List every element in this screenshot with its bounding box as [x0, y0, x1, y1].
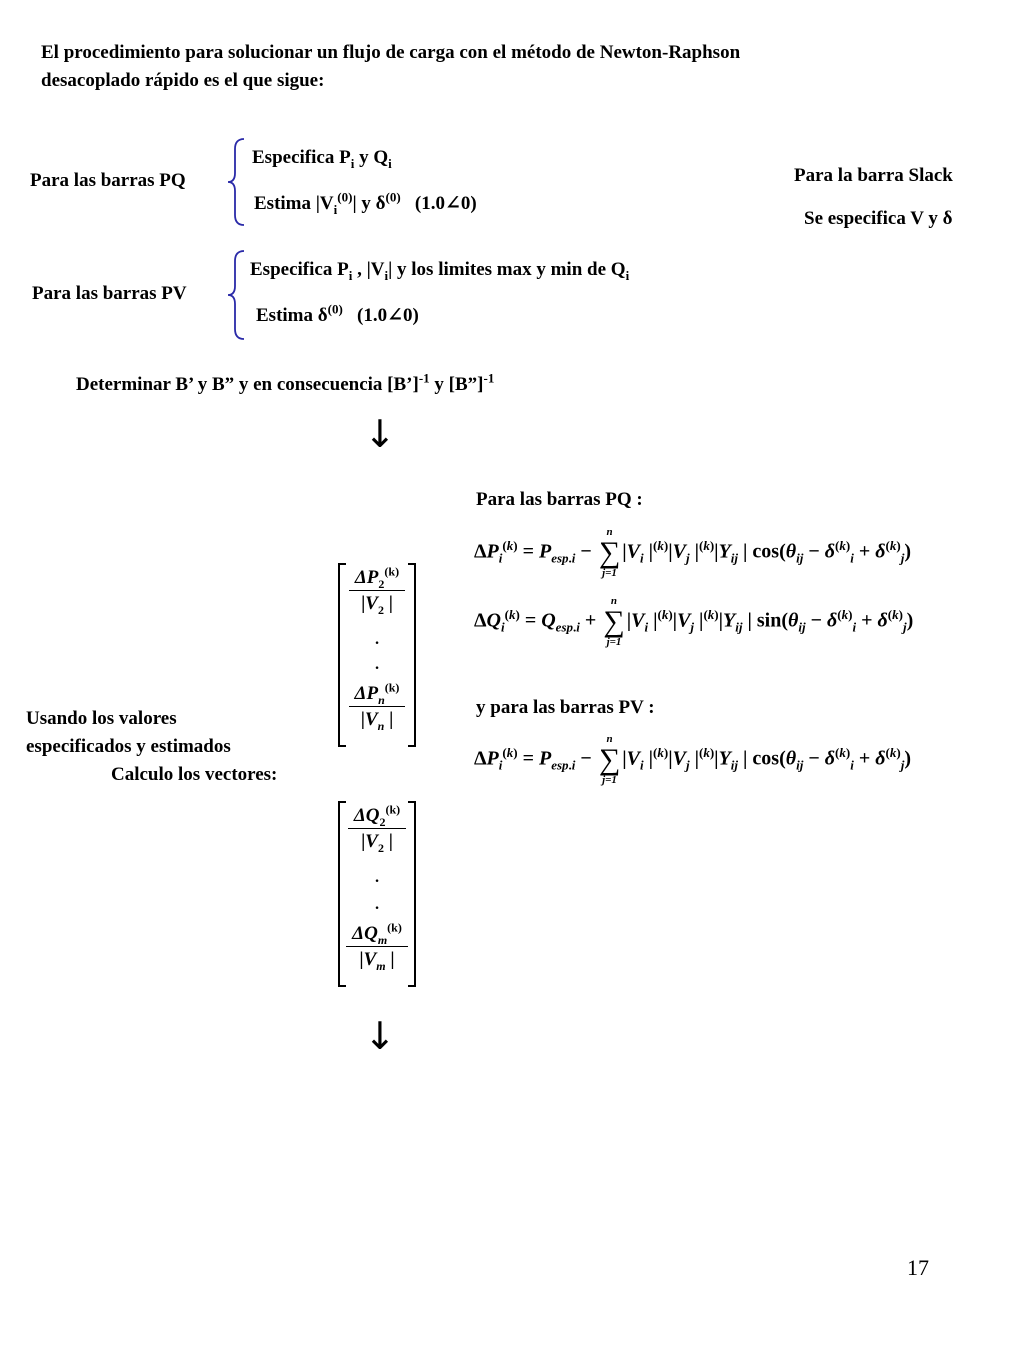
left-note-line-2: especificados y estimados [26, 736, 231, 757]
summation-symbol: n ∑ j=1 [598, 733, 621, 786]
delta-q2-entry: $\frac{\Delta Q_2^{(k)}}{|V_2 |}$ [338, 805, 416, 853]
eq-header-pq: Para las barras PQ : [476, 489, 643, 510]
determine-line: Determinar B’ y B” y en consecuencia [B’]$^{-1}$ y [B”]$^{-1}$ [76, 370, 495, 395]
down-arrow-2: ↓ [364, 1014, 396, 1058]
page-number: 17 [907, 1255, 929, 1280]
down-arrow-1: ↓ [364, 412, 396, 456]
equation-delta-p-pq: $\Delta P_i^{(k)} = P_{esp.i}$ − n ∑ j=1 $|V_i$ $|^{(k)}|V_j$ $|^{(k)}|Y_{ij}$ | $\cos(\theta_{ij} - \delta^{(k)}_i + \delta^{(k)}_j)$ [474, 526, 911, 579]
delta-p-vector: $\frac{\Delta P_2^{(k)}}{|V_2 |}$ · · $\Delta P_n^{(k)}$ $|V_n$ | [338, 563, 416, 745]
equation-delta-p-pv: $\Delta P_i^{(k)} = P_{esp.i}$ − n ∑ j=1 $|V_i$ $|^{(k)}|V_j$ $|^{(k)}|Y_{ij}$ | $\cos(\theta_{ij} - \delta^{(k)}_i + \delta^{(k)}_j)$ [474, 733, 911, 786]
delta-p2-entry: $\frac{\Delta P_2^{(k)}}{|V_2 |}$ [338, 567, 416, 615]
slack-spec: Se especifica V y δ [804, 208, 953, 229]
summation-symbol: n ∑ j=1 [603, 595, 625, 648]
intro-line-2: desacoplado rápido es el que sigue: [41, 70, 325, 91]
delta-qm-entry: $\Delta Q_m^{(k)}$ $|V_m$ | [338, 923, 416, 971]
pv-specify: Especifica $P_i$ , $|V_i|$ y los limites max y min de $Q_i$ [250, 259, 630, 283]
eq-header-pv: y para las barras PV : [476, 697, 655, 718]
slack-title: Para la barra Slack [794, 165, 953, 186]
delta-pn-entry: $\Delta P_n^{(k)}$ $|V_n$ | [338, 683, 416, 731]
pq-specify: Especifica $P_i$ y $Q_i$ [252, 147, 392, 171]
pv-label: Para las barras PV [32, 283, 187, 304]
equation-delta-q-pq: $\Delta Q_i^{(k)} = Q_{esp.i}$ + n ∑ j=1 $|V_i$ $|^{(k)}|V_j$ $|^{(k)}|Y_{ij}$ | $\sin(\theta_{ij} - \delta^{(k)}_i + \delta^{(k)}_j)$ [474, 595, 914, 648]
pv-curly-brace [226, 249, 246, 341]
delta-q-vector: $\frac{\Delta Q_2^{(k)}}{|V_2 |}$ · · $\Delta Q_m^{(k)}$ $|V_m$ | [338, 801, 416, 985]
pq-curly-brace [226, 137, 246, 227]
intro-line-1: El procedimiento para solucionar un flujo de carga con el método de Newton-Raphson [41, 42, 741, 63]
left-note-line-3: Calculo los vectores: [111, 764, 278, 785]
pq-label: Para las barras PQ [30, 170, 186, 191]
left-note-line-1: Usando los valores [26, 708, 177, 729]
pv-estimate: Estima $\delta^{(0)}$ (1.0∠0) [256, 301, 419, 326]
pq-estimate: Estima $|V_i^{(0)}|$ y $\delta^{(0)}$ (1.0∠0) [254, 189, 477, 217]
summation-symbol: n ∑ j=1 [598, 526, 621, 579]
